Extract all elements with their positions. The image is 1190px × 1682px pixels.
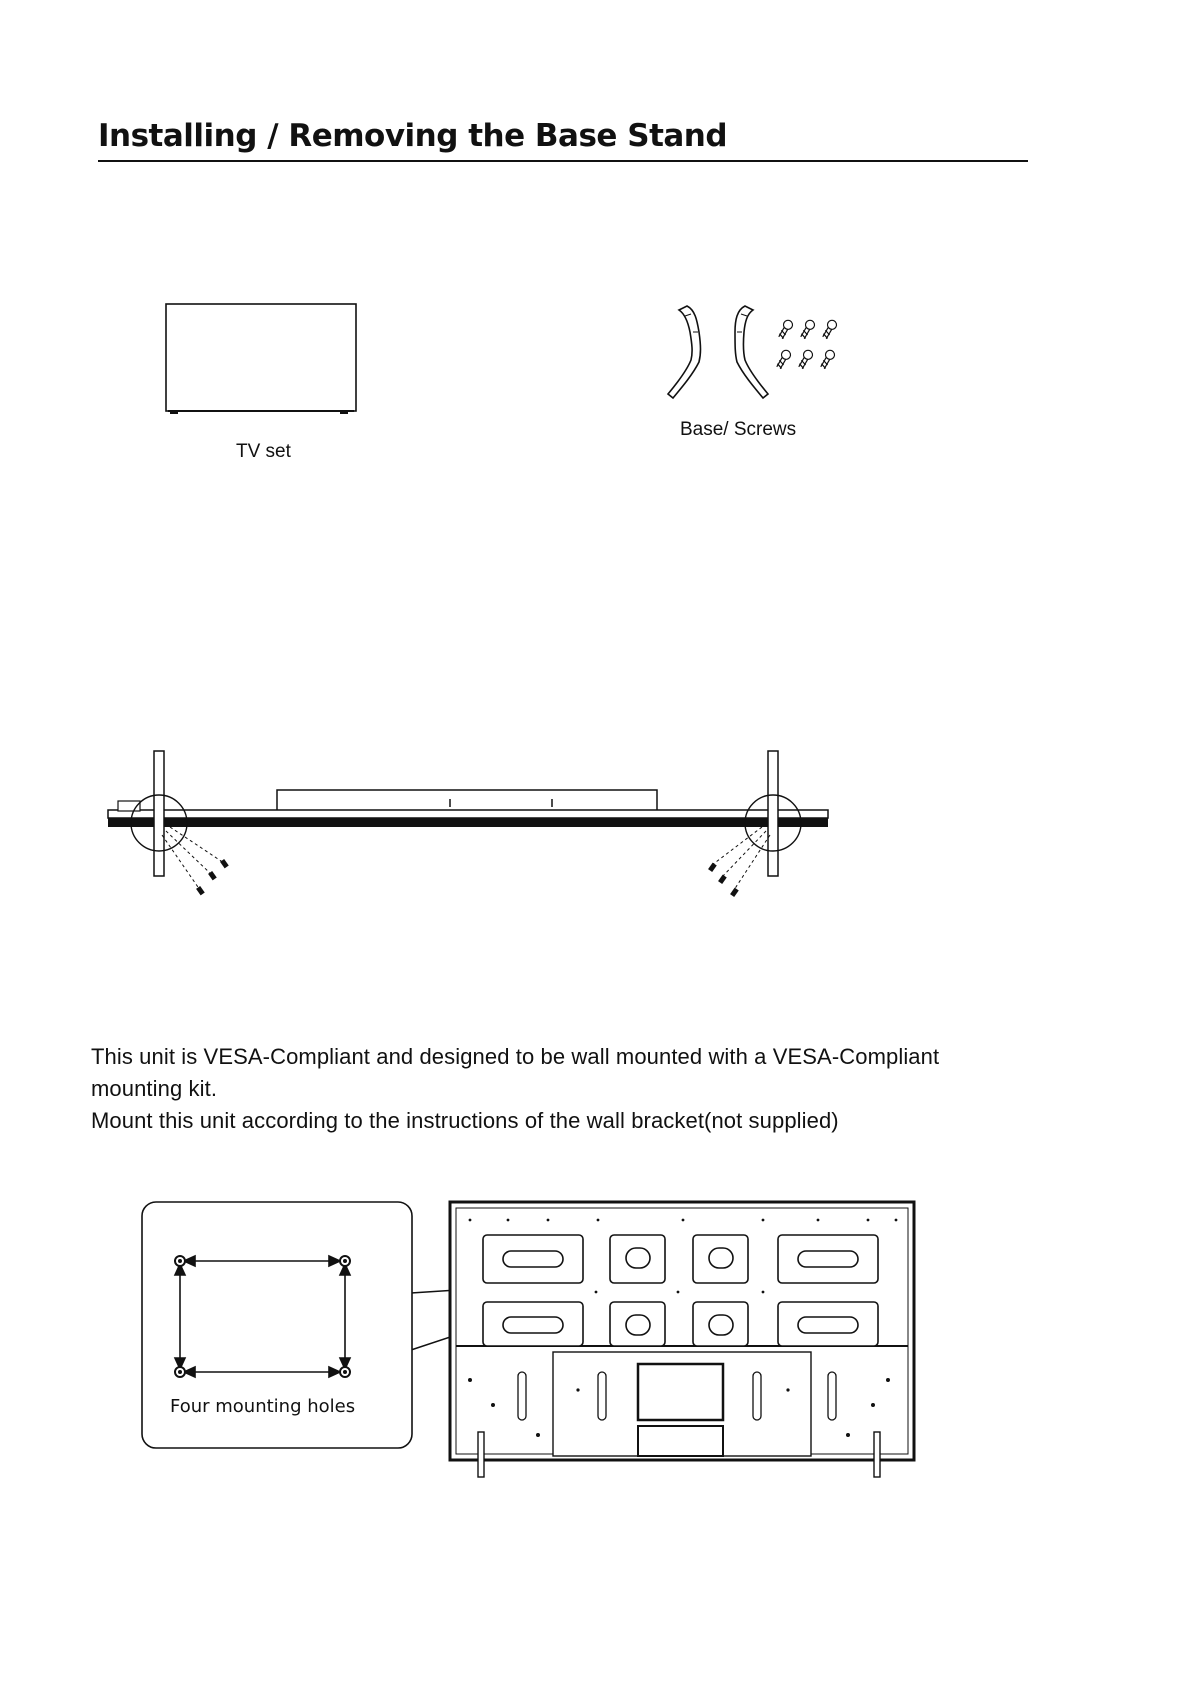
tv-set-illustration <box>160 300 360 418</box>
base-legs-illustration <box>665 302 780 402</box>
vesa-text-line-3: Mount this unit according to the instructions of the wall bracket(not supplied) <box>91 1108 839 1133</box>
vesa-text-line-2: mounting kit. <box>91 1076 218 1101</box>
tv-set-caption: TV set <box>236 441 291 462</box>
mounting-holes-label: Four mounting holes <box>170 1396 356 1417</box>
screws-illustration <box>775 318 845 380</box>
tv-rear-panel <box>448 1200 918 1490</box>
tv-stand-attach-diagram <box>100 745 840 910</box>
title-rule <box>98 160 1028 162</box>
page-title: Installing / Removing the Base Stand <box>98 118 728 154</box>
base-screws-caption: Base/ Screws <box>680 419 797 440</box>
vesa-text-line-1: This unit is VESA-Compliant and designed to be wall mounted with a VESA-Compliant <box>91 1044 940 1069</box>
